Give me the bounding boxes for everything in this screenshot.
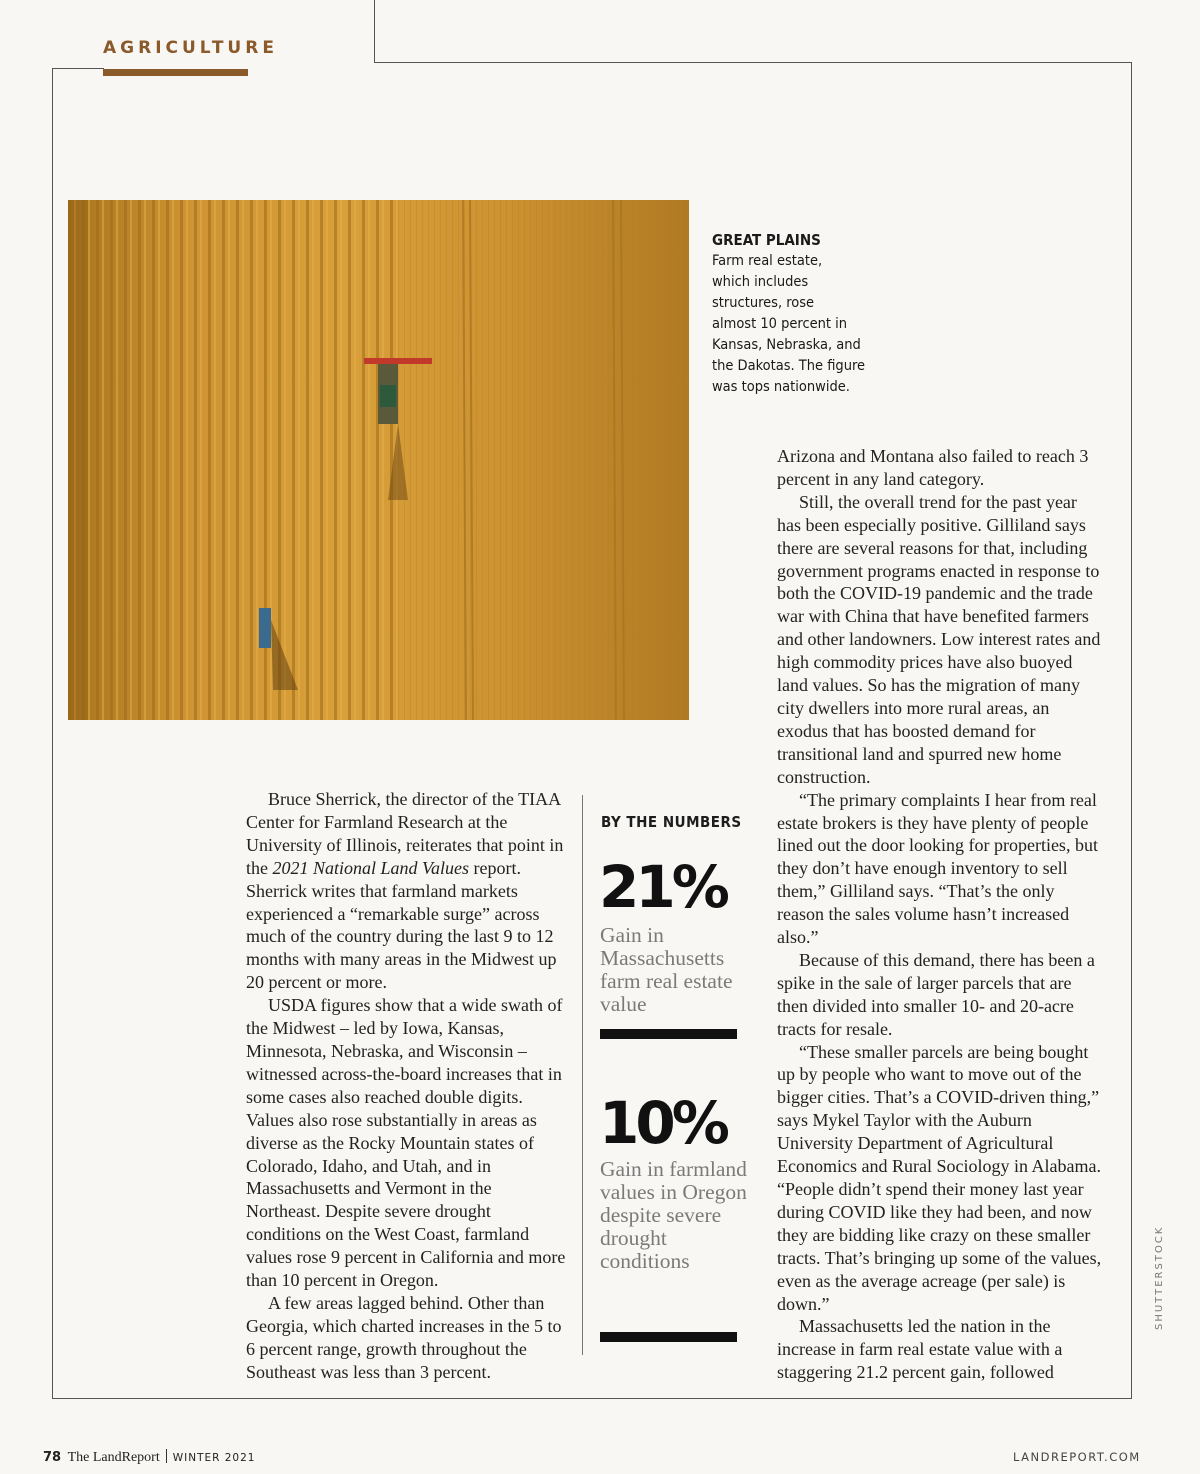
sidebar-heading: BY THE NUMBERS	[601, 813, 742, 831]
page-number: 78	[43, 1450, 62, 1465]
section-rule	[103, 69, 248, 76]
text-run: Bruce Sherrick, the director of the TIAA Center for Farmland Research at the University of Illinois, reiterates that point in the	[246, 789, 564, 878]
caption-line: which includes	[712, 274, 809, 290]
caption-line: almost 10 percent in	[712, 316, 848, 332]
photo-credit: SHUTTERSTOCK	[1154, 1225, 1165, 1330]
paragraph: USDA figures show that a wide swath of the Midwest – led by Iowa, Kansas, Minnesota, Nebraska, and Wisconsin – witnessed across-the-board increases that in some cases also reached double digits. Values also rose substantially in areas as diverse as the Rocky Mountain states of Colorado, Idaho, and Utah, and in Massachusetts and Vermont in the Northeast. Despite severe drought conditions on the West Coast, farmland values rose 9 percent in California and more than 10 percent in Oregon.	[246, 995, 566, 1291]
caption-line: Kansas, Nebraska, and	[712, 337, 861, 353]
right-column	[777, 445, 1103, 1384]
paragraph: Still, the overall trend for the past year has been especially positive. Gilliland says there are several reasons for that, including government programs enacted in response to both the COVID-19 pandemic and the trade war with China that have benefited farmers and other landowners. Low interest rates and high commodity prices have also buoyed land values. So has the migration of many city dwellers into more rural areas, an exodus that has boosted demand for transitional land and spurred new home construction.	[777, 491, 1101, 787]
paragraph: Arizona and Montana also failed to reach 3 percent in any land category.	[777, 446, 1089, 489]
frame-line	[52, 1398, 1132, 1399]
magazine-name: The LandReport	[67, 1450, 160, 1465]
sidebar-divider	[582, 795, 583, 1355]
stat-bar	[600, 1029, 737, 1039]
frame-line	[374, 0, 375, 63]
caption-heading: GREAT PLAINS	[712, 231, 821, 249]
paragraph: Because of this demand, there has been a spike in the sale of larger parcels that are then divided into smaller 10- and 20-acre tracts for resale.	[777, 949, 1095, 1039]
stat-value: 10%	[599, 1089, 726, 1157]
wheat-field-photo	[68, 200, 689, 720]
caption-line: was tops nationwide.	[712, 379, 850, 395]
website-url[interactable]: LANDREPORT.COM	[1013, 1450, 1141, 1464]
stat-value: 21%	[599, 853, 726, 921]
aerial-harvest-image	[68, 200, 689, 720]
caption-line: structures, rose	[712, 295, 815, 311]
photo-caption	[712, 230, 882, 398]
caption-line: Farm real estate,	[712, 253, 823, 269]
issue-date: WINTER 2021	[172, 1452, 256, 1464]
stat-description: Gain in farmland values in Oregon despite severe drought conditions	[600, 1157, 747, 1273]
stat-description: Gain in Massachusetts farm real estate value	[600, 923, 733, 1016]
footer-divider	[166, 1449, 167, 1463]
frame-line	[1131, 62, 1132, 1399]
text-run: report. Sherrick writes that farmland markets experienced a “remarkable surge” across much of the country during the last 9 to 12 months with many areas in the Midwest up 20 percent or more.	[246, 857, 557, 993]
paragraph: A few areas lagged behind. Other than Georgia, which charted increases in the 5 to 6 percent range, growth throughout the Southeast was less than 3 percent.	[246, 1292, 562, 1382]
frame-line	[52, 68, 53, 1398]
paragraph: “These smaller parcels are being bought up by people who want to move out of the bigger cities. That’s a COVID-driven thing,” says Mykel Taylor with the Auburn University Department of Agricultural Economics and Rural Sociology in Alabama. “People didn’t spend their money last year during COVID like they had been, and now they are bidding like crazy on these smaller tracts. That’s bringing up some of the values, even as the average acreage (per sale) is down.”	[777, 1041, 1102, 1314]
frame-line	[374, 62, 1132, 63]
paragraph: “The primary complaints I hear from real estate brokers is they have plenty of people lined out the door looking for properties, but they don’t have enough inventory to sell them,” Gilliland says. “That’s the only reason the sales volume hasn’t increased also.”	[777, 789, 1098, 948]
paragraph: Massachusetts led the nation in the increase in farm real estate value with a staggering 21.2 percent gain, followed	[777, 1316, 1063, 1383]
stat-bar	[600, 1332, 737, 1342]
page-footer	[43, 1449, 255, 1466]
report-title: 2021 National Land Values	[272, 857, 470, 878]
section-label: AGRICULTURE	[103, 38, 278, 58]
paragraph	[246, 788, 568, 994]
caption-line: the Dakotas. The figure	[712, 358, 866, 374]
frame-line	[52, 68, 104, 69]
left-column	[246, 788, 568, 1384]
